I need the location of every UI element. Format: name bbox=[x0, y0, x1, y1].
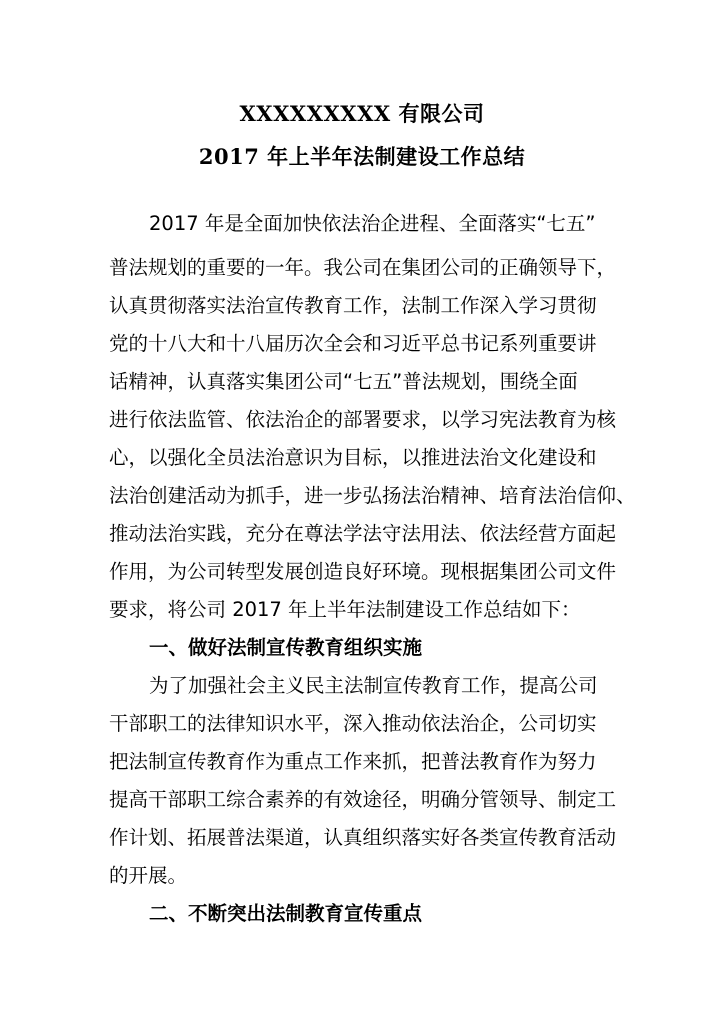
section1-line: 把法制宣传教育作为重点工作来抓，把普法教育作为努力 bbox=[109, 750, 597, 773]
document-title-company: XXXXXXXXX 有限公司 bbox=[239, 101, 485, 126]
intro-line: 普法规划的重要的一年。我公司在集团公司的正确领导下， bbox=[109, 256, 617, 279]
section1-line: 提高干部职工综合素养的有效途径，明确分管领导、制定工 bbox=[109, 788, 617, 811]
section1-line: 干部职工的法律知识水平，深入推动依法治企，公司切实 bbox=[109, 712, 597, 735]
section1-line: 作计划、拓展普法渠道，认真组织落实好各类宣传教育活动 bbox=[109, 826, 617, 849]
section1-line: 为了加强社会主义民主法制宣传教育工作，提高公司 bbox=[149, 674, 598, 697]
document-title-report: 2017 年上半年法制建设工作总结 bbox=[198, 144, 526, 169]
section-heading-1: 一、做好法制宣传教育组织实施 bbox=[149, 636, 423, 659]
intro-line: 作用，为公司转型发展创造良好环境。现根据集团公司文件 bbox=[109, 560, 617, 583]
section1-line: 的开展。 bbox=[109, 864, 188, 887]
intro-line: 2017 年是全面加快依法治企进程、全面落实“七五” bbox=[149, 212, 596, 235]
intro-line: 进行依法监管、依法治企的部署要求，以学习宪法教育为核 bbox=[109, 408, 617, 431]
intro-line: 法治创建活动为抓手，进一步弘扬法治精神、培育法治信仰、 bbox=[109, 484, 636, 507]
intro-line: 推动法治实践，充分在尊法学法守法用法、依法经营方面起 bbox=[109, 522, 617, 545]
intro-line: 心，以强化全员法治意识为目标，以推进法治文化建设和 bbox=[109, 446, 597, 469]
intro-line: 要求，将公司 2017 年上半年法制建设工作总结如下： bbox=[109, 598, 581, 621]
intro-line: 认真贯彻落实法治宣传教育工作，法制工作深入学习贯彻 bbox=[109, 294, 597, 317]
intro-line: 话精神，认真落实集团公司“七五”普法规划，围绕全面 bbox=[109, 370, 578, 393]
section-heading-2: 二、不断突出法制教育宣传重点 bbox=[149, 902, 423, 925]
intro-line: 党的十八大和十八届历次全会和习近平总书记系列重要讲 bbox=[109, 332, 597, 355]
